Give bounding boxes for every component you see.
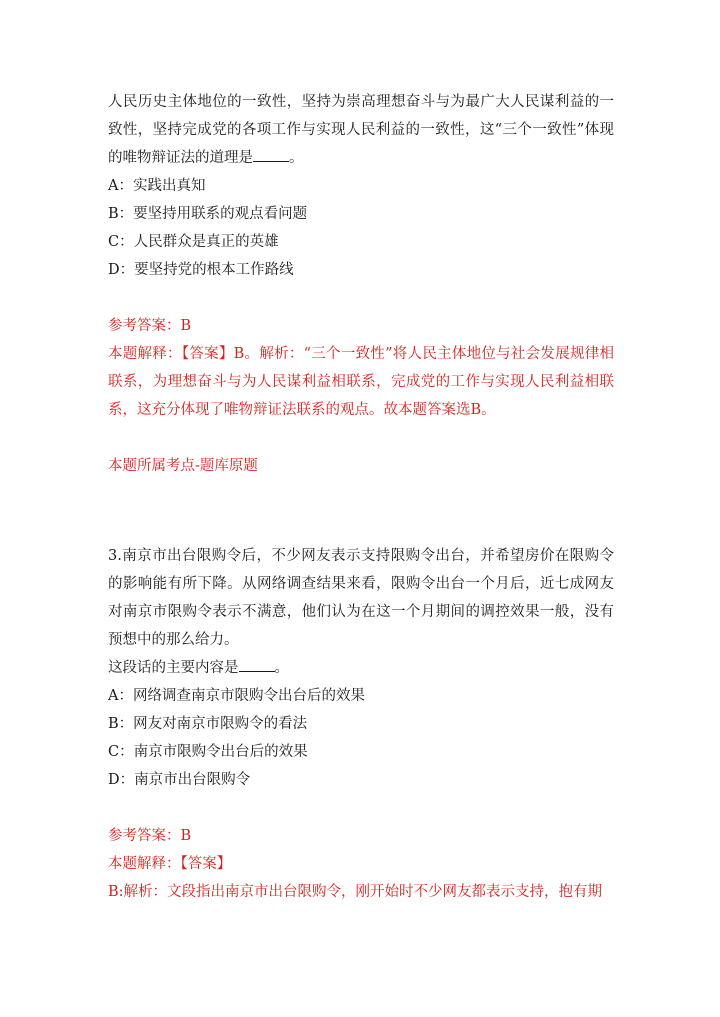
question-2-option-d: D：要坚持党的根本工作路线 [108, 262, 294, 278]
question-3-prompt [108, 654, 614, 682]
spacer [108, 480, 614, 542]
spacer [108, 424, 614, 452]
spacer [108, 284, 614, 312]
question-3-option-b: B：网友对南京市限购令的看法 [108, 716, 308, 732]
answer-blank [253, 149, 289, 162]
answer-blank [239, 659, 275, 672]
question-3-prompt-text: 这段话的主要内容是 [108, 660, 239, 676]
question-2-stem-end: 。 [289, 150, 304, 166]
question-2-option-b: B：要坚持用联系的观点看问题 [108, 206, 308, 222]
question-2-analysis: 本题解释：【答案】B。解析：“三个一致性”将人民主体地位与社会发展规律相联系，为理想奋斗与为人民谋利益相联系，完成党的工作与实现人民利益相联系，这充分体现了唯物辩证法联系的观点。故本题答案选B。 [108, 346, 614, 418]
question-3-analysis: B:解析：文段指出南京市出台限购令，刚开始时不少网友都表示支持，抱有期 [108, 884, 603, 900]
question-3-option-d: D：南京市出台限购令 [108, 772, 251, 788]
question-3-analysis-label: 本题解释：【答案】 [108, 856, 232, 872]
question-3-option-a: A：网络调查南京市限购令出台后的效果 [108, 688, 365, 704]
spacer [108, 794, 614, 822]
question-2-stem-text: 人民历史主体地位的一致性，坚持为崇高理想奋斗与为最广大人民谋利益的一致性，坚持完成党的各项工作与实现人民利益的一致性，这“三个一致性”体现的唯物辩证法的道理是 [108, 94, 614, 166]
question-3-stem: 3.南京市出台限购令后，不少网友表示支持限购令出台，并希望房价在限购令的影响能有所下降。从网络调查结果来看，限购令出台一个月后，近七成网友对南京市限购令表示不满意，他们认为在这一个月期间的调控效果一般，没有预想中的那么给力。 [108, 548, 614, 648]
question-3-answer: 参考答案：B [108, 828, 192, 844]
question-2-answer: 参考答案：B [108, 318, 192, 334]
question-2-stem [108, 88, 614, 172]
document-content [108, 88, 614, 906]
question-3-option-c: C：南京市限购令出台后的效果 [108, 744, 308, 760]
question-3-prompt-end: 。 [274, 660, 289, 676]
question-2-option-c: C：人民群众是真正的英雄 [108, 234, 279, 250]
question-2-option-a: A：实践出真知 [108, 178, 206, 194]
question-2-point: 本题所属考点-题库原题 [108, 458, 258, 474]
